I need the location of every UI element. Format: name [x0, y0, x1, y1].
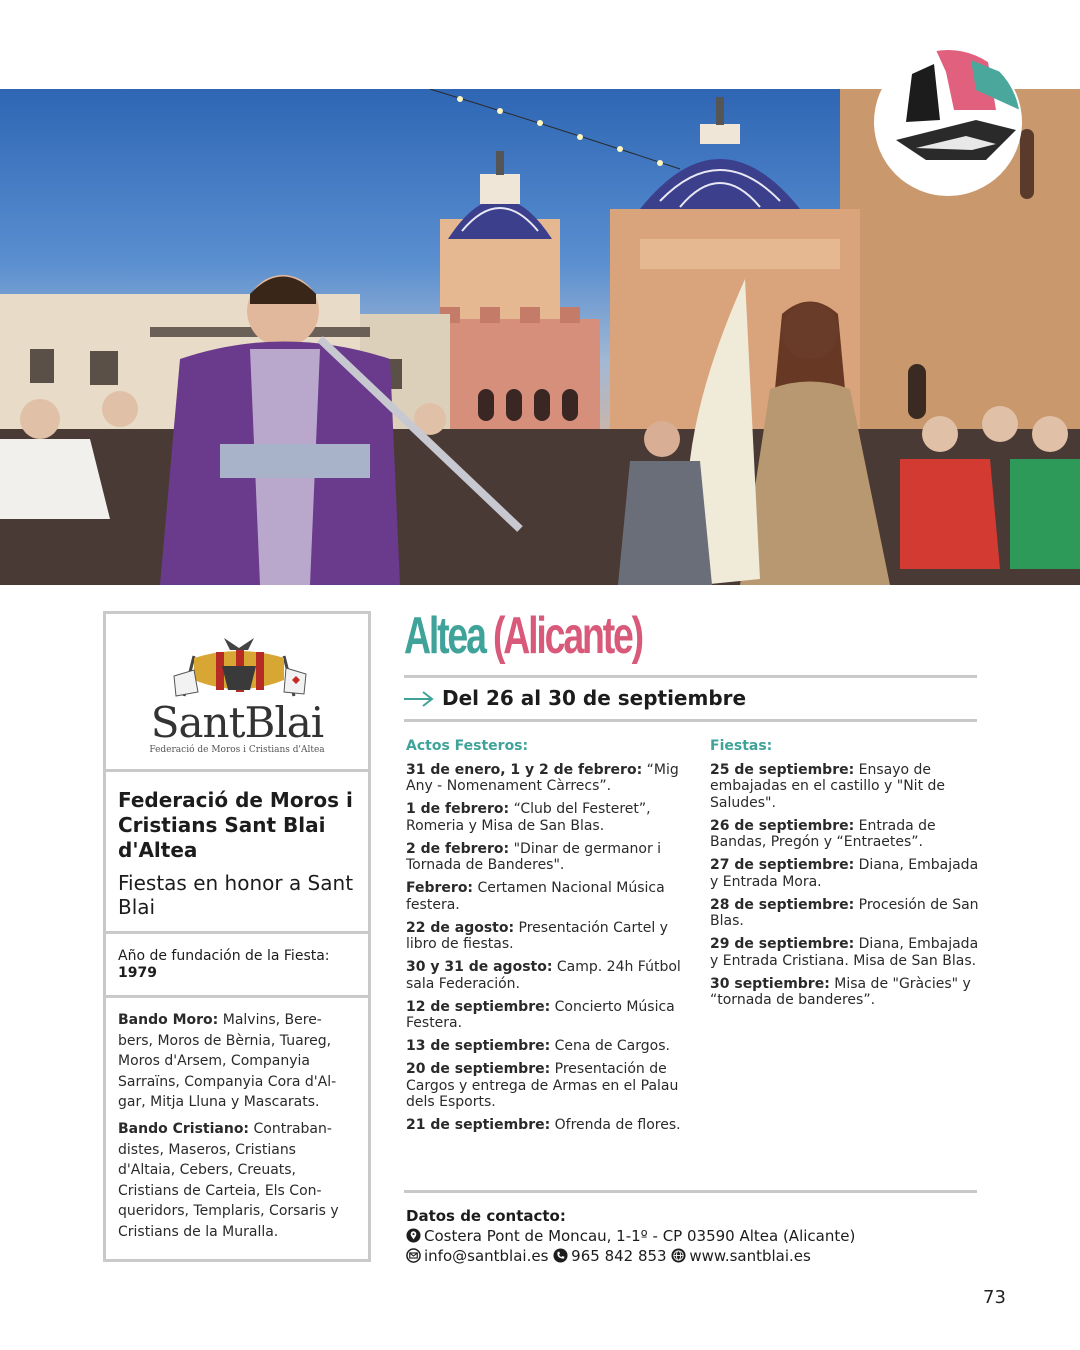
logo-wordmark: SantBlai — [150, 698, 324, 747]
event-description: Camp. 24h Fútbol sala Federación. — [406, 959, 681, 992]
event-date: 30 septiembre: — [710, 975, 830, 992]
globe-icon — [671, 1248, 686, 1263]
event-item — [406, 762, 682, 795]
event-item — [710, 897, 982, 930]
event-description: Diana, Embajada y Entrada Cristiana. Misa de San Blas. — [710, 936, 979, 969]
event-item — [406, 801, 682, 834]
event-item — [406, 1061, 682, 1111]
event-item — [710, 976, 982, 1009]
email-icon — [406, 1248, 421, 1263]
event-description: Misa de "Gràcies" y “tornada de banderes”. — [710, 975, 971, 1008]
contact-phone[interactable]: 965 842 853 — [571, 1247, 667, 1265]
event-description: Presentación Cartel y libro de fiestas. — [406, 919, 668, 952]
event-date: 28 de septiembre: — [710, 896, 855, 913]
foundation-text — [118, 948, 358, 982]
bandos-box — [103, 995, 371, 1262]
event-description: Concierto Música Festera. — [406, 998, 675, 1031]
page-title — [404, 606, 642, 666]
event-description: Procesión de San Blas. — [710, 896, 979, 929]
event-date: 12 de septiembre: — [406, 998, 551, 1015]
event-date: 31 de enero, 1 y 2 de febrero: — [406, 761, 643, 778]
organization-name: Federació de Moros i Cristians Sant Blai d'Altea — [118, 788, 353, 862]
organization-box — [103, 769, 371, 934]
event-description: “Club del Festeret”, Romeria y Misa de San Blas. — [406, 801, 651, 834]
phone-icon — [553, 1248, 568, 1263]
event-description: “Mig Any - Nomenament Càrrecs”. — [406, 761, 679, 794]
fiestas-column — [710, 738, 982, 1015]
page-number: 73 — [983, 1287, 1006, 1308]
event-date: 30 y 31 de agosto: — [406, 959, 553, 975]
event-item — [406, 1117, 682, 1134]
actos-festeros-column — [406, 738, 682, 1140]
event-date: 13 de septiembre: — [406, 1038, 551, 1054]
organization-subtitle: Fiestas en honor a Sant Blai — [118, 871, 354, 919]
bando-list: Contraban-distes, Maseros, Cristians d'Altaia, Cebers, Creuats, Cristians de Carteia, Els Con-queridors, Templaris, Corsaris y Cristians de la Muralla. — [118, 1121, 339, 1240]
event-description: "Dinar de germanor i Tornada de Banderes". — [406, 840, 662, 873]
event-description: Ensayo de embajadas en el castillo y "Nit de Saludes". — [710, 761, 946, 811]
event-description: Presentación de Cargos y entrega de Armas en el Palau dels Esports. — [406, 1061, 679, 1110]
bando-list: Malvins, Bere-bers, Moros de Bèrnia, Tuareg, Moros d'Arsem, Companyia Sarraïns, Companyia Cora d'Al-gar, Mitja Lluna y Mascarats. — [118, 1012, 337, 1110]
event-date: 21 de septiembre: — [406, 1117, 551, 1133]
logo-subtitle: Federació de Moros i Cristians d'Altea — [149, 745, 325, 755]
divider — [404, 675, 977, 678]
bando-moro — [118, 1010, 354, 1113]
event-description: Certamen Nacional Música festera. — [406, 880, 665, 913]
event-description: Cena de Cargos. — [554, 1038, 670, 1054]
arrow-right-icon — [404, 691, 434, 707]
actos-list — [406, 762, 682, 1134]
divider — [404, 719, 977, 722]
festival-dates-text: Del 26 al 30 de septiembre — [442, 686, 747, 710]
contact-block — [406, 1206, 855, 1266]
contact-heading: Datos de contacto: — [406, 1207, 566, 1225]
event-date: 26 de septiembre: — [710, 817, 855, 834]
event-date: 1 de febrero: — [406, 801, 510, 817]
contact-details-line — [406, 1246, 855, 1266]
contact-address-line — [406, 1226, 855, 1246]
event-date: 20 de septiembre: — [406, 1061, 551, 1077]
divider — [404, 1190, 977, 1193]
foundation-year: 1979 — [118, 965, 157, 981]
event-date: 29 de septiembre: — [710, 936, 855, 952]
event-item — [406, 841, 682, 874]
event-date: 25 de septiembre: — [710, 761, 855, 778]
event-description: Entrada de Bandas, Pregón y “Entraetes”. — [710, 817, 936, 850]
fiestas-heading: Fiestas: — [710, 738, 773, 754]
title-town: Altea — [404, 607, 485, 665]
bando-label: Bando Moro: — [118, 1012, 219, 1028]
event-item — [710, 818, 982, 851]
event-description: Diana, Embajada y Entrada Mora. — [710, 857, 979, 890]
event-date: 27 de septiembre: — [710, 857, 855, 873]
event-description: Ofrenda de flores. — [554, 1117, 681, 1133]
event-item — [710, 936, 982, 969]
foundation-label: Año de fundación de la Fiesta: — [118, 948, 330, 964]
contact-website[interactable]: www.santblai.es — [689, 1247, 811, 1265]
location-pin-icon — [406, 1228, 421, 1243]
bando-cristiano — [118, 1119, 354, 1242]
actos-heading: Actos Festeros: — [406, 738, 529, 754]
event-item — [406, 1038, 682, 1055]
event-item — [406, 920, 682, 953]
event-item — [406, 880, 682, 913]
event-item — [406, 999, 682, 1032]
event-item — [710, 762, 982, 812]
fiestas-list — [710, 762, 982, 1009]
event-item — [710, 857, 982, 890]
contact-address: Costera Pont de Moncau, 1-1º - CP 03590 Altea (Alicante) — [424, 1227, 856, 1245]
logo-box — [103, 611, 371, 772]
event-date: 22 de agosto: — [406, 919, 515, 936]
title-province: (Alicante) — [492, 607, 642, 665]
foundation-box — [103, 931, 371, 998]
event-item — [406, 959, 682, 992]
event-date: Febrero: — [406, 880, 474, 896]
bando-label: Bando Cristiano: — [118, 1121, 250, 1137]
event-date: 2 de febrero: — [406, 840, 510, 857]
festival-dates — [404, 686, 746, 710]
contact-email[interactable]: info@santblai.es — [424, 1247, 549, 1265]
festival-emblem-icon — [876, 50, 1020, 194]
